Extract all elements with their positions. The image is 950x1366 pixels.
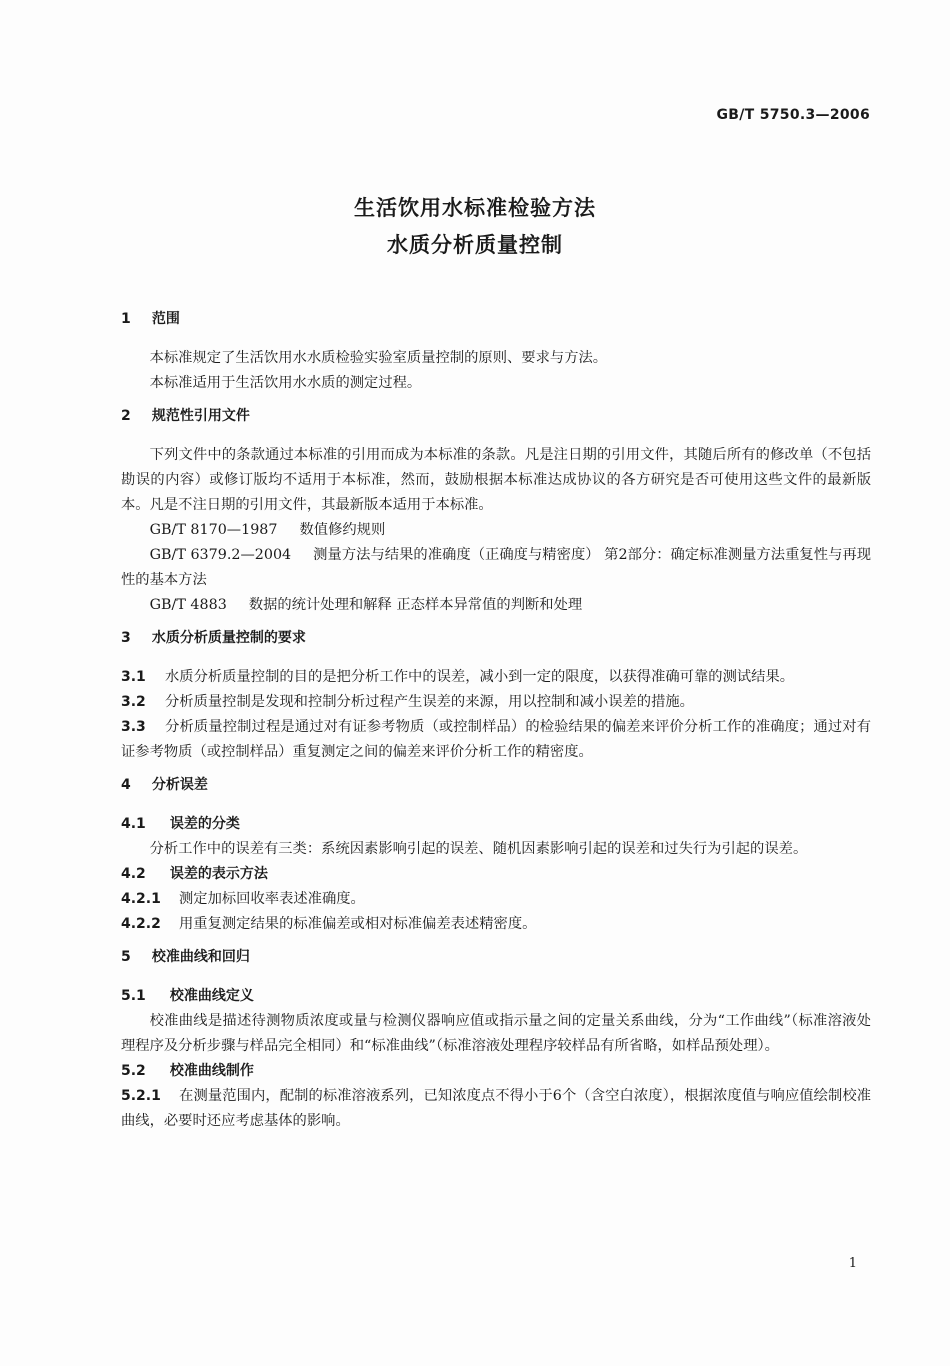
page-number: 1 bbox=[848, 1256, 857, 1271]
subsection-4-2-heading bbox=[121, 862, 871, 887]
clause-3-1 bbox=[121, 665, 871, 690]
reference-title: 数据的统计处理和解释 正态样本异常值的判断和处理 bbox=[248, 597, 583, 613]
clause-3-2 bbox=[121, 690, 871, 715]
clause-text: 分析质量控制是发现和控制分析过程产生误差的来源，用以控制和减小误差的措施。 bbox=[165, 694, 694, 710]
section-title: 范围 bbox=[151, 311, 180, 327]
section-1-heading bbox=[121, 307, 871, 332]
clause-number: 3.1 bbox=[121, 669, 146, 685]
reference-title: 测量方法与结果的准确度（正确度与精密度） 第2部分：确定标准测量方法重复性与再现性的基本方法 bbox=[121, 547, 872, 588]
clause-number: 3.3 bbox=[121, 719, 146, 735]
subsection-title: 校准曲线制作 bbox=[169, 1063, 254, 1079]
clause-text: 用重复测定结果的标准偏差或相对标准偏差表述精密度。 bbox=[179, 916, 537, 932]
section-number: 2 bbox=[121, 408, 131, 424]
subsection-5-2-heading bbox=[121, 1059, 871, 1084]
title-line-2: 水质分析质量控制 bbox=[387, 233, 563, 257]
clause-5-2-1 bbox=[121, 1084, 871, 1134]
clause-number: 3.2 bbox=[121, 694, 146, 710]
subsection-number: 5.1 bbox=[121, 988, 146, 1004]
normative-reference bbox=[121, 593, 871, 618]
standard-code: GB/T 5750.3—2006 bbox=[716, 107, 870, 123]
section-title: 规范性引用文件 bbox=[151, 408, 250, 424]
reference-title: 数值修约规则 bbox=[299, 522, 386, 538]
title-line-1: 生活饮用水标准检验方法 bbox=[354, 196, 596, 220]
section-4-heading bbox=[121, 773, 871, 798]
subsection-title: 误差的分类 bbox=[169, 816, 240, 832]
section-number: 1 bbox=[121, 311, 131, 327]
normative-reference bbox=[121, 518, 871, 543]
reference-code: GB/T 6379.2—2004 bbox=[149, 547, 292, 563]
clause-number: 4.2.2 bbox=[121, 916, 161, 932]
clause-number: 4.2.1 bbox=[121, 891, 161, 907]
clause-4-2-1 bbox=[121, 887, 871, 912]
clause-text: 在测量范围内，配制的标准溶液系列，已知浓度点不得小于6个（含空白浓度），根据浓度值与响应值绘制校准曲线，必要时还应考虑基体的影响。 bbox=[121, 1088, 871, 1129]
paragraph: 分析工作中的误差有三类：系统因素影响引起的误差、随机因素影响引起的误差和过失行为引起的误差。 bbox=[149, 841, 808, 857]
subsection-number: 4.2 bbox=[121, 866, 146, 882]
subsection-5-1-heading bbox=[121, 984, 871, 1009]
paragraph: 本标准规定了生活饮用水水质检验实验室质量控制的原则、要求与方法。 bbox=[149, 350, 608, 366]
clause-4-2-2 bbox=[121, 912, 871, 937]
subsection-title: 误差的表示方法 bbox=[169, 866, 268, 882]
section-number: 3 bbox=[121, 630, 131, 646]
subsection-title: 校准曲线定义 bbox=[169, 988, 254, 1004]
section-2-heading bbox=[121, 404, 871, 429]
clause-text: 测定加标回收率表述准确度。 bbox=[179, 891, 365, 907]
section-title: 校准曲线和回归 bbox=[151, 949, 250, 965]
clause-text: 分析质量控制过程是通过对有证参考物质（或控制样品）的检验结果的偏差来评价分析工作的准确度；通过对有证参考物质（或控制样品）重复测定之间的偏差来评价分析工作的精密度。 bbox=[121, 719, 871, 760]
subsection-number: 4.1 bbox=[121, 816, 146, 832]
clause-3-3 bbox=[121, 715, 871, 765]
section-title: 水质分析质量控制的要求 bbox=[151, 630, 306, 646]
subsection-number: 5.2 bbox=[121, 1063, 146, 1079]
document-title bbox=[0, 190, 950, 264]
paragraph: 下列文件中的条款通过本标准的引用而成为本标准的条款。凡是注日期的引用文件，其随后所有的修改单（不包括勘误的内容）或修订版均不适用于本标准，然而，鼓励根据本标准达成协议的各方研究是否可使用这些文件的最新版本。凡是不注日期的引用文件，其最新版本适用于本标准。 bbox=[121, 447, 871, 513]
document-body bbox=[121, 307, 871, 1134]
section-3-heading bbox=[121, 626, 871, 651]
clause-text: 水质分析质量控制的目的是把分析工作中的误差，减小到一定的限度，以获得准确可靠的测试结果。 bbox=[165, 669, 795, 685]
section-5-heading bbox=[121, 945, 871, 970]
subsection-4-1-heading bbox=[121, 812, 871, 837]
paragraph: 本标准适用于生活饮用水水质的测定过程。 bbox=[149, 375, 422, 391]
section-number: 4 bbox=[121, 777, 131, 793]
section-number: 5 bbox=[121, 949, 131, 965]
reference-code: GB/T 4883 bbox=[149, 597, 227, 613]
clause-number: 5.2.1 bbox=[121, 1088, 161, 1104]
section-title: 分析误差 bbox=[151, 777, 208, 793]
paragraph: 校准曲线是描述待测物质浓度或量与检测仪器响应值或指示量之间的定量关系曲线，分为“工作曲线”（标准溶液处理程序及分析步骤与样品完全相同）和“标准曲线”（标准溶液处理程序较样品有所省略，如样品预处理）。 bbox=[121, 1013, 871, 1054]
normative-reference bbox=[121, 543, 871, 593]
reference-code: GB/T 8170—1987 bbox=[149, 522, 278, 538]
